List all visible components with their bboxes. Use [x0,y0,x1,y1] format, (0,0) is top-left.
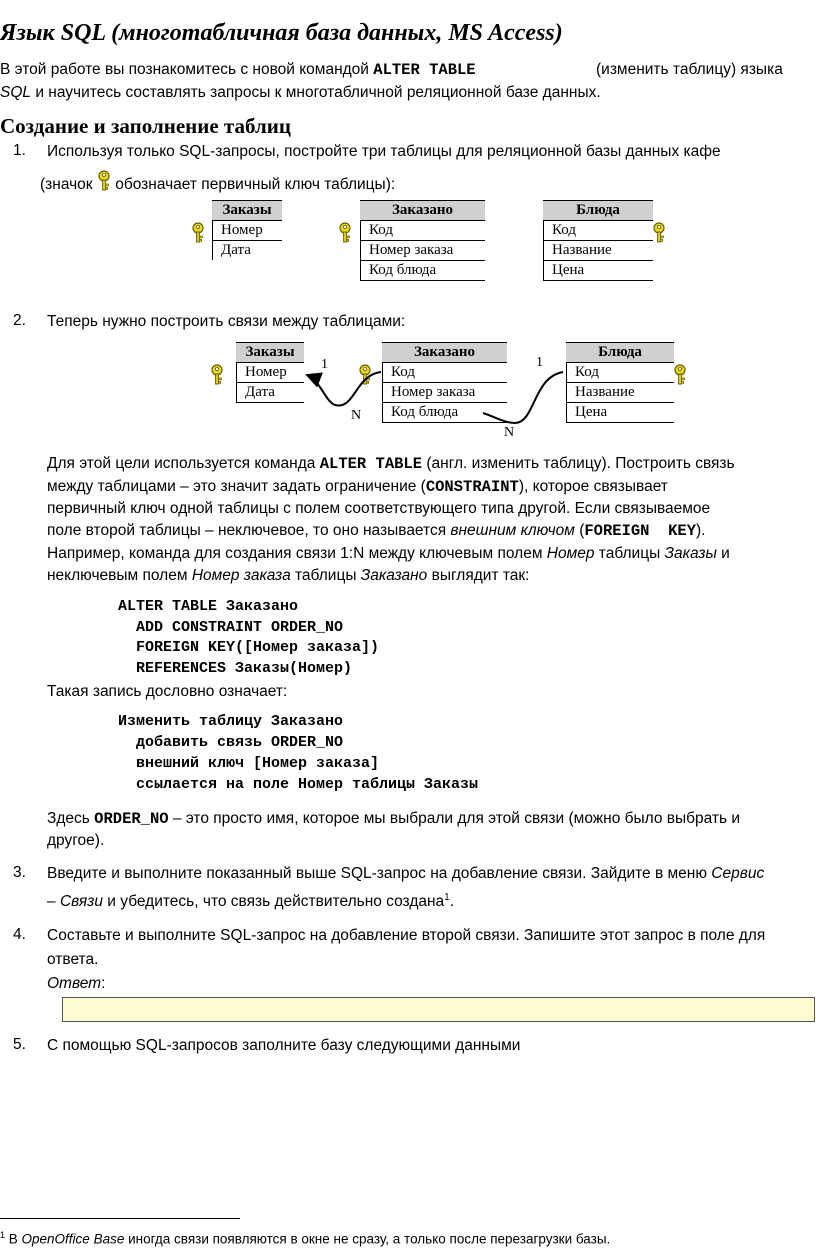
item-4-line-1: Составьте и выполните SQL-запрос на добавление второй связи. Запишите этот запрос в поле для [47,927,766,944]
intro-text-2: и научитесь составлять запросы к многотабличной реляционной базе данных. [31,84,601,101]
item-2-number: 2. [13,312,26,329]
code-line: ALTER TABLE Заказано [118,598,299,615]
code-line: ссылается на поле Номер таблицы Заказы [118,776,479,793]
para-line-2 [47,477,668,497]
footnote-text: В [5,1231,22,1247]
code-line: Изменить таблицу Заказано [118,713,344,730]
para-text: (англ. изменить таблицу). Построить связь [422,455,735,472]
relation-one-label: 1 [536,355,543,370]
para-italic: Номер [546,545,595,562]
key-icon [652,222,666,244]
para-text: поле второй таблицы – неключевое, то оно называется [47,522,451,539]
item-1-text-2a: (значок [40,176,97,193]
para-line-6 [47,566,530,586]
item-3-italic: Связи [59,893,103,911]
para-italic: Заказано [360,567,428,584]
item-4-number: 4. [13,926,26,943]
code-line: внешний ключ [Номер заказа] [118,755,380,772]
code-line: REFERENCES Заказы(Номер) [118,660,353,677]
rel-table-orders-header: Заказы [236,342,304,363]
para-text: таблицы [290,567,361,584]
item-3-text: Введите и выполните показанный выше SQL-запрос на добавление связи. Зайдите в меню [47,865,712,882]
intro-command: ALTER TABLE [373,61,476,79]
item-1-text-2 [40,170,395,195]
key-icon [210,364,224,386]
intro-line-2 [0,83,601,103]
answer-field[interactable] [62,997,815,1022]
relation-line-orders [307,372,381,405]
item-2-text: Теперь нужно построить связи между таблицами: [47,313,406,330]
key-icon [97,170,111,192]
para-text: и [716,545,730,562]
para-italic: внешним ключом [450,522,575,539]
here-text: Здесь [47,810,95,827]
table-dishes [543,200,653,281]
para-text: Например, команда для создания связи 1:N между ключевым полем [47,545,547,562]
rel-table-dishes [566,342,674,423]
intro-text: В этой работе вы познакомитесь с новой командой [0,61,374,78]
item-3-text: и убедитесь, что связь действительно создана [103,893,445,911]
para-command: CONSTRAINT [425,478,519,496]
footnote-divider [0,1218,240,1219]
literal-label: Такая запись дословно означает: [47,683,288,700]
intro-text-right: (изменить таблицу) языка [596,61,783,78]
para-text: ), которое связывает [518,478,668,495]
key-icon [338,222,352,244]
rel-table-orders-field: Номер [236,363,304,383]
para-command: FOREIGN KEY [584,522,696,540]
rel-table-ordered-field: Код блюда [382,403,507,423]
answer-label-text: Ответ [47,975,102,992]
code-line: ADD CONSTRAINT ORDER_NO [118,619,344,636]
table-ordered-header: Заказано [360,200,485,221]
item-1-text-2b: обозначает первичный ключ таблицы): [110,176,396,193]
item-4-line-2: ответа. [47,951,99,968]
intro-sql: SQL [0,84,32,101]
table-dishes-header: Блюда [543,200,653,221]
table-dishes-field: Код [543,221,653,241]
relation-many-label: N [504,425,515,440]
rel-table-orders [236,342,304,403]
relation-one-label: 1 [321,357,328,372]
here-command: ORDER_NO [94,810,169,828]
rel-table-ordered-header: Заказано [382,342,507,363]
item-3-text: . [449,893,455,911]
item-1-text: Используя только SQL-запросы, постройте три таблицы для реляционной базы данных кафе [47,143,721,160]
code-line: FOREIGN KEY([Номер заказа]) [118,639,380,656]
item-3-text: – [47,893,60,911]
para-line-4 [47,521,705,541]
table-orders-header: Заказы [212,200,282,221]
here-line-1 [47,809,740,829]
item-3-number: 3. [13,864,26,881]
para-italic: Заказы [664,545,717,562]
item-3-line-2 [47,888,454,912]
code-line: добавить связь ORDER_NO [118,734,344,751]
rel-table-orders-field: Дата [236,383,304,403]
para-italic: Номер заказа [191,567,291,584]
para-line-3: первичный ключ одной таблицы с полем соответствующего типа другой. Если связываемое [47,500,711,517]
intro-line-1 [0,60,816,80]
here-text: – это просто имя, которое мы выбрали для этой связи (можно было выбрать и [168,810,741,827]
para-text: ( [574,522,585,539]
footnote-ref: 1 [444,892,450,903]
rel-table-ordered-field: Номер заказа [382,383,507,403]
table-ordered-field: Код [360,221,485,241]
rel-table-dishes-field: Цена [566,403,674,423]
rel-table-dishes-field: Название [566,383,674,403]
table-ordered-field: Номер заказа [360,241,485,261]
key-icon [673,364,687,386]
table-ordered-field: Код блюда [360,261,485,281]
rel-table-dishes-header: Блюда [566,342,674,363]
footnote-text: иногда связи появляются в окне не сразу, а только после перезагрузки базы. [124,1231,611,1247]
table-orders-field: Номер [212,221,282,241]
footnote-number: 1 [0,1230,6,1240]
relation-line-dishes [483,372,563,423]
rel-table-ordered-field: Код [382,363,507,383]
para-text: ). [696,522,706,539]
relation-connectors [295,355,575,435]
para-text: неключевым полем [47,567,192,584]
relation-many-label: N [351,408,362,423]
para-line-5 [47,544,730,564]
table-ordered [360,200,485,281]
table-orders [212,200,282,260]
para-command: ALTER TABLE [319,455,423,473]
para-text: между таблицами – это значит задать ограничение ( [47,478,426,495]
section-heading: Создание и заполнение таблиц [0,114,291,138]
para-text: выглядит так: [427,567,530,584]
item-3-line-1 [47,864,764,884]
table-dishes-field: Название [543,241,653,261]
answer-label-colon: : [101,975,106,992]
footnote [0,1230,610,1247]
para-text: Для этой цели используется команда [47,455,320,472]
item-5-number: 5. [13,1036,26,1053]
rel-table-dishes-field: Код [566,363,674,383]
item-1-number: 1. [13,142,26,159]
para-line-1 [47,454,735,474]
table-dishes-field: Цена [543,261,653,281]
item-5-text: С помощью SQL-запросов заполните базу следующими данными [47,1037,521,1054]
here-line-2: другое). [47,832,105,849]
page-title: Язык SQL (многотабличная база данных, MS Access) [0,20,563,46]
answer-label [47,974,105,994]
key-icon [191,222,205,244]
item-3-italic: Сервис [711,865,765,882]
footnote-italic: OpenOffice Base [21,1231,125,1247]
table-orders-field: Дата [212,241,282,260]
para-text: таблицы [594,545,665,562]
